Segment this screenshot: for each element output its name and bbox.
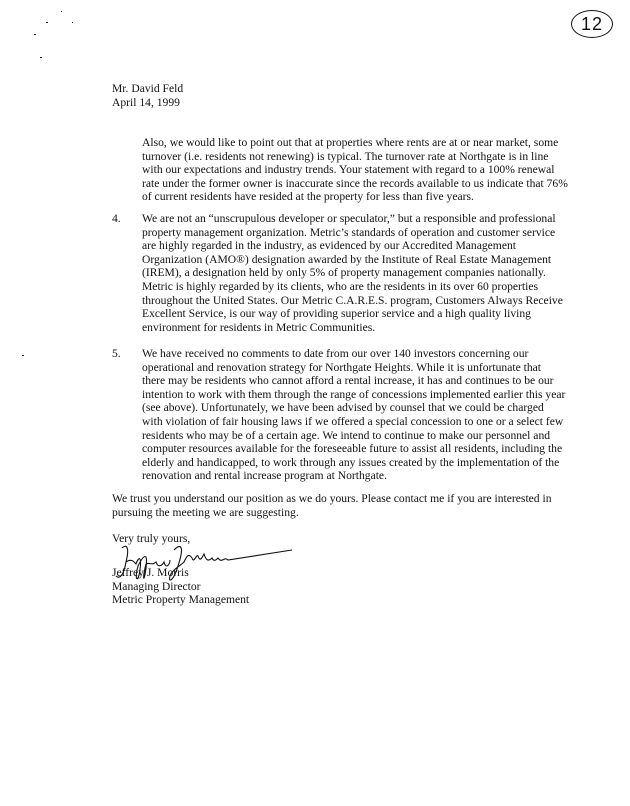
text-line: turnover (i.e. residents not renewing) is typical. The turnover rate at Northgate is in line — [142, 149, 549, 163]
text-line: (IREM), a designation held by only 5% of property management companies nationally. — [142, 266, 546, 280]
letter-date: April 14, 1999 — [112, 95, 180, 109]
scan-speck — [40, 57, 42, 58]
signer-title: Managing Director — [112, 579, 201, 593]
salutation: Very truly yours, — [112, 532, 191, 545]
text-line: operational and renovation strategy for Northgate Heights. While it is unfortunate that — [142, 360, 542, 374]
intro-paragraph — [142, 136, 568, 204]
text-line: of current residents have resided at the property for less than five years. — [142, 190, 474, 204]
signer-name: Jeffrey J. Morris — [112, 566, 189, 579]
item-5-number: 5. — [112, 347, 121, 360]
text-line: (see above). Unfortunately, we have been advised by counsel that we could be charged — [142, 401, 544, 415]
item-4-paragraph — [142, 212, 563, 334]
text-line: renovation and rental increase program at Northgate. — [142, 469, 387, 483]
text-line: property management organization. Metric’s standards of operation and customer service — [142, 225, 556, 239]
text-line: with our expectations and industry trends. Your statement with regard to a 100% renewal — [142, 163, 555, 177]
text-line: We are not an “unscrupulous developer or speculator,” but a responsible and professional — [142, 212, 556, 225]
text-line: rate under the former owner is inaccurate since the records available to us indicate that 76% — [142, 176, 568, 190]
page-number-circle: 12 — [571, 10, 613, 38]
closing-paragraph — [112, 492, 552, 519]
scan-speck — [34, 34, 36, 35]
item-4-number: 4. — [112, 212, 121, 225]
scan-speck — [72, 22, 73, 23]
text-line: there may be residents who cannot afford a rental increase, it has and continues to be our — [142, 374, 554, 388]
signer-company: Metric Property Management — [112, 593, 250, 607]
text-line: are highly regarded in the industry, as evidenced by our Accredited Management — [142, 239, 516, 253]
letter-header — [112, 82, 183, 109]
text-line: residents who may be of a certain age. We intend to continue to make our personnel and — [142, 428, 551, 442]
text-line: environment for residents in Metric Communities. — [142, 320, 376, 334]
text-line: We trust you understand our position as we do yours. Please contact me if you are interested in — [112, 492, 552, 505]
text-line: throughout the United States. Our Metric C.A.R.E.S. program, Customers Always Receive — [142, 293, 563, 307]
text-line: computer resources available for the foreseeable future to assist all residents, including the — [142, 442, 563, 456]
scan-speck — [46, 22, 48, 23]
text-line: pursuing the meeting we are suggesting. — [112, 505, 299, 519]
scan-speck — [61, 11, 62, 12]
text-line: We have received no comments to date from our over 140 investors concerning our — [142, 347, 529, 360]
text-line: with violation of fair housing laws if we offered a special concession to one or a select few — [142, 414, 564, 428]
text-line: elderly and handicapped, to work through any issues created by the implementation of the — [142, 455, 560, 469]
text-line: Metric is highly regarded by its clients, who are the residents in its over 60 properties — [142, 279, 539, 293]
text-line: Excellent Service, is our way of providing superior service and a high quality living — [142, 307, 531, 321]
text-line: intention to work with them through the range of concessions implemented earlier this year — [142, 387, 566, 401]
text-line: Organization (AMO®) designation awarded by the Institute of Real Estate Management — [142, 252, 552, 266]
signature-block — [112, 566, 249, 607]
text-line: Also, we would like to point out that at properties where rents are at or near market, some — [142, 136, 559, 149]
scan-speck — [22, 355, 24, 356]
item-5-paragraph — [142, 347, 565, 483]
recipient-name: Mr. David Feld — [112, 82, 184, 95]
